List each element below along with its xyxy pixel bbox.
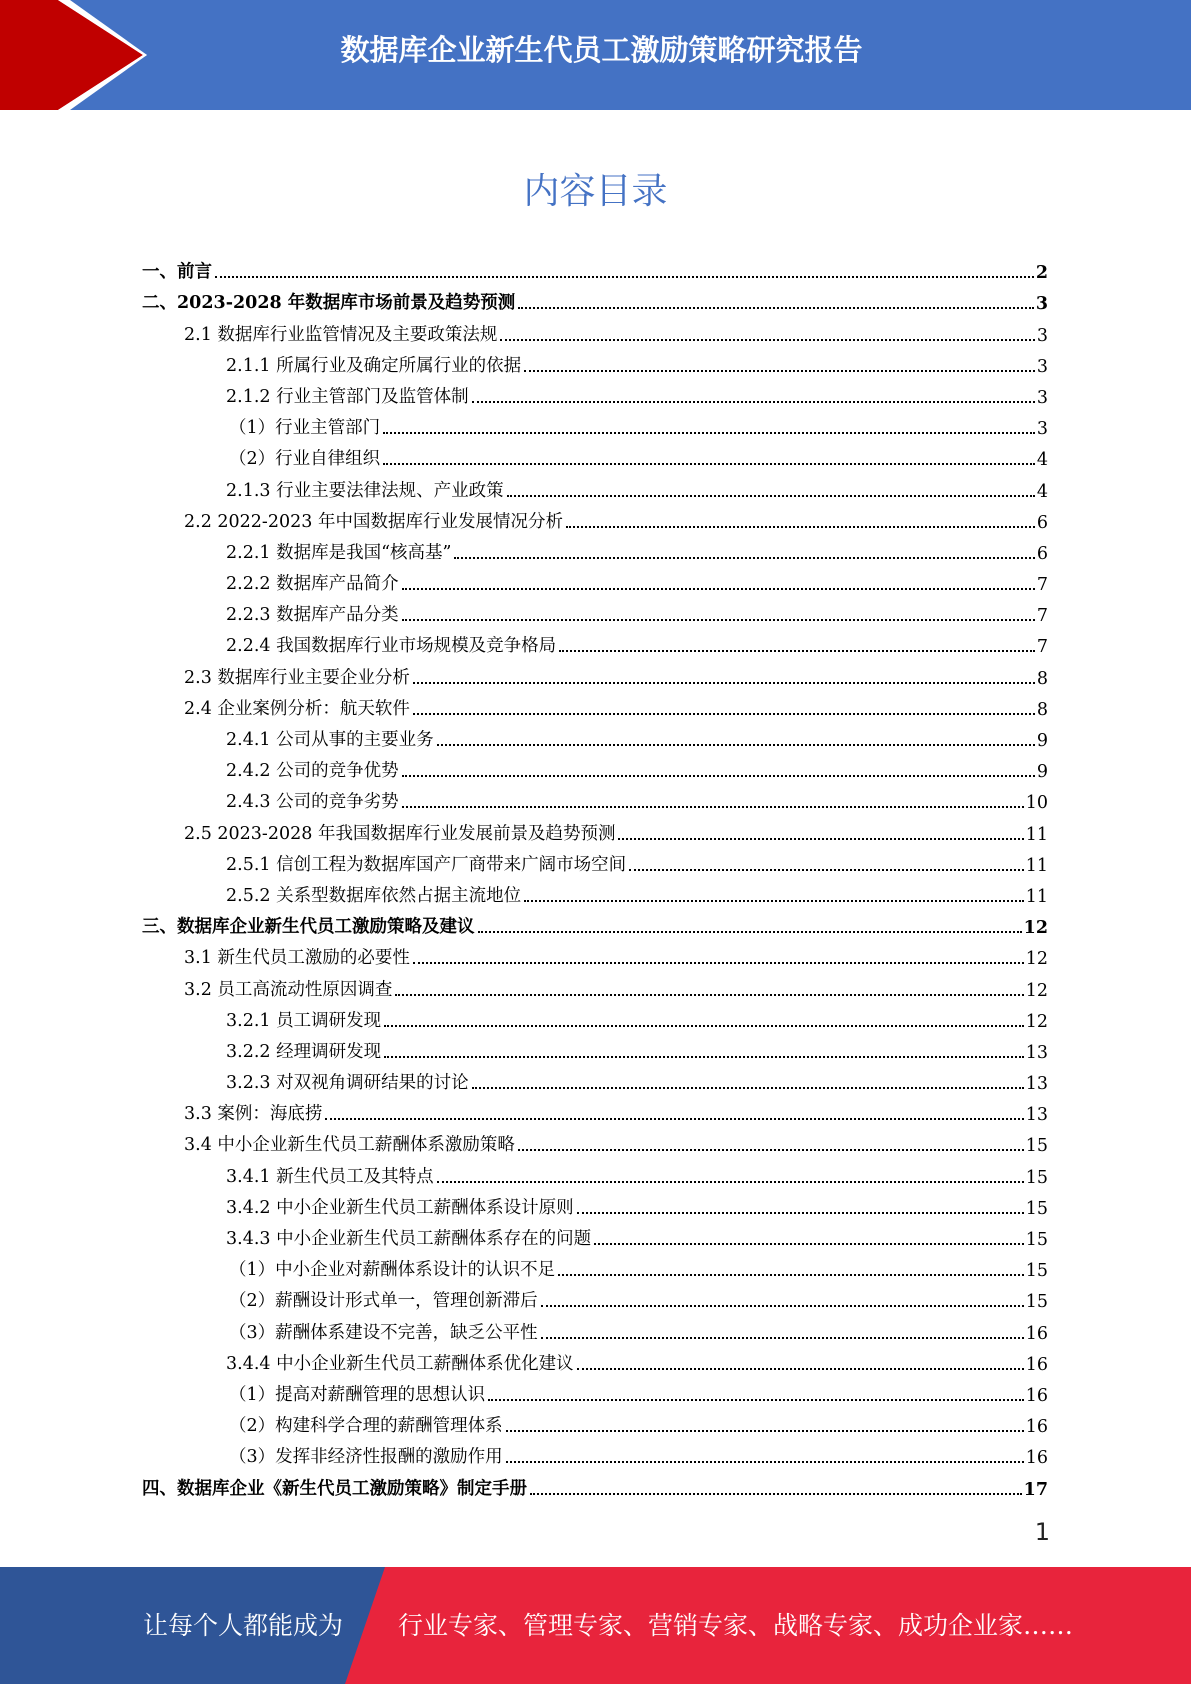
toc-entry-page: 3 [1036,387,1048,408]
toc-leader-dots [437,743,1035,746]
toc-entry-page: 4 [1036,481,1048,502]
toc-entry[interactable] [142,1094,1048,1125]
toc-entry-title: 2.4.1 公司从事的主要业务 [226,730,434,750]
toc-entry-title: 2.1.3 行业主要法律法规、产业政策 [226,480,504,501]
toc-entry[interactable] [142,782,1048,813]
toc-entry[interactable] [142,1406,1048,1437]
toc-entry-title: 2.5 2023-2028 年我国数据库行业发展前景及趋势预测 [184,823,616,844]
toc-entry-title: 3.1 新生代员工激励的必要性 [184,948,410,969]
toc-entry-page: 3 [1036,356,1048,377]
toc-entry[interactable] [142,876,1048,907]
toc-entry[interactable] [142,1468,1048,1499]
toc-entry[interactable] [142,346,1048,377]
toc-leader-dots [507,494,1035,497]
toc-entry-title: （2）行业自律组织 [229,449,381,470]
toc-leader-dots [506,1429,1024,1432]
toc-entry-title: 2.2.4 我国数据库行业市场规模及竞争格局 [226,636,557,657]
toc-entry[interactable] [142,1344,1048,1375]
toc-entry-title: 3.4.2 中小企业新生代员工薪酬体系设计原则 [226,1197,574,1218]
toc-entry-page: 4 [1036,450,1048,471]
toc-entry-page: 16 [1025,1354,1048,1375]
toc-entry-title: 3.2.1 员工调研发现 [226,1010,382,1031]
toc-entry-page: 2 [1035,263,1048,284]
toc-leader-dots [395,993,1023,996]
toc-entry-title: 3.3 案例：海底捞 [184,1104,323,1125]
toc-entry-title: 3.2.2 经理调研发现 [226,1041,382,1062]
toc-entry[interactable] [142,595,1048,626]
toc-entry[interactable] [142,845,1048,876]
toc-entry-page: 17 [1023,1479,1048,1500]
toc-entry-title: （3）薪酬体系建设不完善，缺乏公平性 [229,1322,538,1343]
toc-entry-title: 2.2.2 数据库产品简介 [226,574,399,595]
toc-entry-page: 15 [1025,1230,1048,1250]
toc-entry-page: 12 [1025,980,1048,1001]
toc-entry-page: 3 [1035,294,1048,315]
toc-entry[interactable] [142,1156,1048,1187]
toc-entry-title: 四、数据库企业《新生代员工激励策略》制定手册 [142,1478,527,1499]
toc-leader-dots [402,618,1035,621]
toc-entry-title: 2.4.2 公司的竞争优势 [226,761,399,782]
toc-entry[interactable] [142,1281,1048,1312]
toc-entry-title: （3）发挥非经济性报酬的激励作用 [229,1447,503,1468]
toc-leader-dots [530,1492,1022,1495]
toc-entry-page: 12 [1023,918,1048,939]
toc-entry-title: 3.4.3 中小企业新生代员工薪酬体系存在的问题 [226,1229,592,1249]
toc-entry-page: 9 [1036,762,1048,783]
toc-heading: 内容目录 [523,171,668,212]
toc-entry[interactable] [142,969,1048,1000]
toc-leader-dots [618,837,1023,840]
toc-entry-title: 一、前言 [142,262,212,283]
toc-entry[interactable] [142,1125,1048,1156]
toc-entry-page: 15 [1025,1292,1048,1313]
toc-entry-title: 2.1.1 所属行业及确定所属行业的依据 [226,355,522,376]
toc-leader-dots [541,1304,1024,1307]
toc-entry-title: （2）薪酬设计形式单一，管理创新滞后 [229,1291,538,1312]
toc-entry[interactable] [142,1001,1048,1032]
toc-leader-dots [454,556,1034,559]
toc-leader-dots [558,1273,1024,1276]
toc-leader-dots [383,431,1035,434]
toc-leader-dots [383,462,1035,465]
toc-entry[interactable] [142,720,1048,751]
toc-leader-dots [524,369,1035,372]
toc-entry-title: （2）构建科学合理的薪酬管理体系 [229,1416,503,1437]
toc-entry[interactable] [142,408,1048,439]
toc-entry-page: 16 [1025,1385,1048,1406]
toc-leader-dots [524,899,1024,902]
toc-leader-dots [413,961,1024,964]
toc-entry-page: 6 [1036,512,1048,533]
toc-leader-dots [629,868,1024,871]
footer-slogan-right: 行业专家、管理专家、营销专家、战略专家、成功企业家…… [398,1611,1074,1640]
toc-entry[interactable] [142,283,1048,314]
toc-entry[interactable] [142,502,1048,533]
toc-entry-page: 6 [1036,543,1048,564]
toc-entry[interactable] [142,626,1048,657]
toc-entry-title: 3.2.3 对双视角调研结果的讨论 [226,1073,469,1094]
toc-entry-title: 二、2023-2028 年数据库市场前景及趋势预测 [142,293,516,314]
toc-entry[interactable] [142,314,1048,345]
toc-entry-page: 12 [1025,1011,1048,1032]
toc-entry[interactable] [142,439,1048,470]
toc-leader-dots [518,306,1034,309]
toc-entry[interactable] [142,907,1048,938]
toc-entry-title: 2.4.3 公司的竞争劣势 [226,792,399,813]
header-band [0,0,1191,110]
toc-entry-page: 15 [1025,1136,1048,1157]
toc-leader-dots [402,774,1035,777]
toc-leader-dots [472,1086,1024,1089]
toc-entry[interactable] [142,1188,1048,1219]
toc-entry-page: 3 [1036,325,1048,346]
toc-list [142,252,1048,1500]
toc-entry[interactable] [142,1219,1048,1250]
footer-band [0,1567,1191,1684]
toc-entry-page: 7 [1036,606,1048,627]
toc-leader-dots [384,1024,1024,1027]
toc-leader-dots [594,1242,1024,1245]
toc-leader-dots [325,1117,1023,1120]
toc-entry[interactable] [142,1032,1048,1063]
toc-entry-page: 16 [1025,1323,1048,1344]
toc-leader-dots [577,1367,1024,1370]
toc-entry-title: 2.4 企业案例分析：航天软件 [184,698,410,719]
toc-entry-page: 9 [1036,731,1048,751]
toc-entry-page: 7 [1036,637,1048,658]
toc-entry-title: （1）中小企业对薪酬体系设计的认识不足 [229,1260,556,1281]
toc-entry[interactable] [142,1312,1048,1343]
toc-entry[interactable] [142,657,1048,688]
toc-entry-page: 11 [1025,886,1048,907]
toc-entry-page: 12 [1025,949,1048,970]
toc-leader-dots [577,1211,1024,1214]
toc-leader-dots [413,681,1035,684]
toc-entry-title: （1）提高对薪酬管理的思想认识 [229,1384,486,1405]
toc-entry-page: 7 [1036,575,1048,596]
toc-leader-dots [559,649,1035,652]
toc-entry[interactable] [142,252,1048,283]
toc-entry-page: 8 [1036,668,1048,689]
toc-leader-dots [566,525,1035,528]
toc-leader-dots [384,1055,1024,1058]
toc-entry-page: 16 [1025,1417,1048,1438]
page-number: 1 [1034,1518,1050,1546]
toc-leader-dots [413,712,1035,715]
toc-entry-page: 10 [1025,793,1048,814]
toc-entry-title: 3.4.4 中小企业新生代员工薪酬体系优化建议 [226,1353,574,1374]
toc-entry-title: 2.2 2022-2023 年中国数据库行业发展情况分析 [184,511,563,532]
toc-entry[interactable] [142,1375,1048,1406]
toc-leader-dots [215,275,1034,278]
toc-leader-dots [437,1180,1024,1183]
toc-entry-page: 3 [1036,419,1048,440]
toc-entry-title: 2.2.3 数据库产品分类 [226,605,399,626]
footer-slogan-left: 让每个人都能成为 [143,1611,344,1640]
toc-leader-dots [506,1460,1024,1463]
toc-entry-title: 2.3 数据库行业主要企业分析 [184,667,410,688]
toc-entry-title: 3.2 员工高流动性原因调查 [184,979,393,1000]
toc-leader-dots [472,400,1035,403]
toc-entry-page: 15 [1025,1198,1048,1219]
toc-entry[interactable] [142,470,1048,501]
toc-entry-title: 2.5.1 信创工程为数据库国产厂商带来广阔市场空间 [226,854,627,875]
toc-entry[interactable] [142,1437,1048,1468]
toc-leader-dots [518,1148,1024,1151]
toc-entry-title: 三、数据库企业新生代员工激励策略及建议 [142,917,475,938]
toc-entry[interactable] [142,1250,1048,1281]
toc-entry-title: 2.1.2 行业主管部门及监管体制 [226,386,469,407]
toc-leader-dots [500,338,1034,341]
toc-entry-page: 11 [1025,855,1048,876]
toc-entry[interactable] [142,564,1048,595]
toc-leader-dots [488,1398,1024,1401]
toc-leader-dots [541,1336,1024,1339]
toc-entry-page: 11 [1025,824,1048,845]
toc-entry[interactable] [142,533,1048,564]
toc-entry-title: 3.4.1 新生代员工及其特点 [226,1166,434,1187]
toc-leader-dots [402,805,1024,808]
toc-entry-page: 13 [1025,1105,1048,1126]
toc-entry[interactable] [142,813,1048,844]
toc-leader-dots [402,587,1035,590]
toc-entry[interactable] [142,377,1048,408]
toc-entry-page: 8 [1036,699,1048,720]
toc-entry-title: 3.4 中小企业新生代员工薪酬体系激励策略 [184,1135,515,1156]
toc-entry[interactable] [142,1063,1048,1094]
toc-entry-title: 2.1 数据库行业监管情况及主要政策法规 [184,324,498,345]
toc-entry-title: （1）行业主管部门 [229,418,381,439]
toc-entry[interactable] [142,689,1048,720]
toc-entry-page: 15 [1025,1261,1048,1282]
toc-entry-title: 2.2.1 数据库是我国“核高基” [226,542,452,563]
toc-entry-page: 15 [1025,1167,1048,1188]
toc-entry[interactable] [142,938,1048,969]
header-title: 数据库企业新生代员工激励策略研究报告 [340,33,863,67]
toc-entry-page: 16 [1025,1448,1048,1469]
toc-entry-page: 13 [1025,1042,1048,1063]
toc-entry-title: 2.5.2 关系型数据库依然占据主流地位 [226,885,522,906]
toc-leader-dots [478,930,1022,933]
toc-entry-page: 13 [1025,1074,1048,1095]
toc-entry[interactable] [142,751,1048,782]
